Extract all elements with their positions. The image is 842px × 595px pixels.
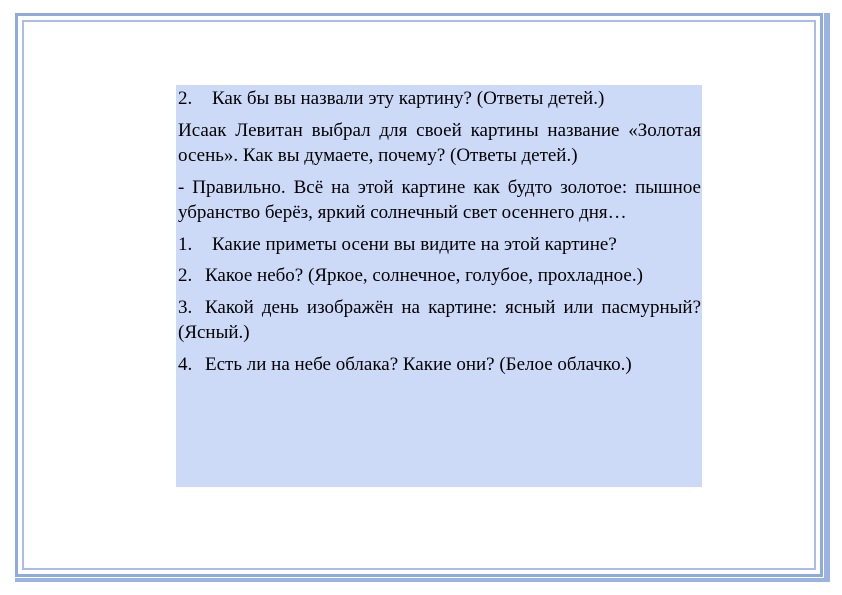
paragraph-text: Какое небо? (Яркое, солнечное, голубое, прохладное.) bbox=[205, 265, 643, 286]
list-number: 2. bbox=[178, 88, 193, 109]
list-number: 1. bbox=[178, 233, 193, 255]
paragraph-text: Есть ли на небе облака? Какие они? (Белое облачко.) bbox=[205, 353, 632, 375]
paragraph-text: - Правильно. Всё на этой картине как будто золотое: пышное убранство берёз, яркий солнечный свет осеннего дня… bbox=[178, 176, 701, 223]
paragraph-list-2 bbox=[178, 263, 701, 289]
lesson-text-box bbox=[176, 85, 702, 487]
paragraph-list-1 bbox=[178, 232, 701, 258]
slide-frame-shadow-bottom bbox=[15, 578, 830, 582]
paragraph-levitan bbox=[178, 118, 701, 169]
paragraph-text: Исаак Левитан выбрал для своей картины название «Золотая осень». Как вы думаете, почему? (Ответы детей.) bbox=[178, 119, 701, 166]
paragraph-correct bbox=[178, 175, 701, 226]
list-number: 4. bbox=[178, 353, 193, 375]
paragraph-list-3 bbox=[178, 295, 701, 346]
paragraph-text: Как бы вы назвали эту картину? (Ответы детей.) bbox=[212, 88, 605, 109]
paragraph-question-2 bbox=[178, 86, 701, 112]
paragraph-text: Какие приметы осени вы видите на этой картине? bbox=[212, 233, 617, 255]
paragraph-text: Какой день изображён на картине: ясный или пасмурный? (Ясный.) bbox=[178, 296, 701, 343]
list-number: 2. bbox=[178, 265, 193, 286]
list-number: 3. bbox=[178, 296, 193, 318]
paragraph-list-4 bbox=[178, 352, 701, 378]
slide-frame-shadow-right bbox=[824, 13, 830, 581]
